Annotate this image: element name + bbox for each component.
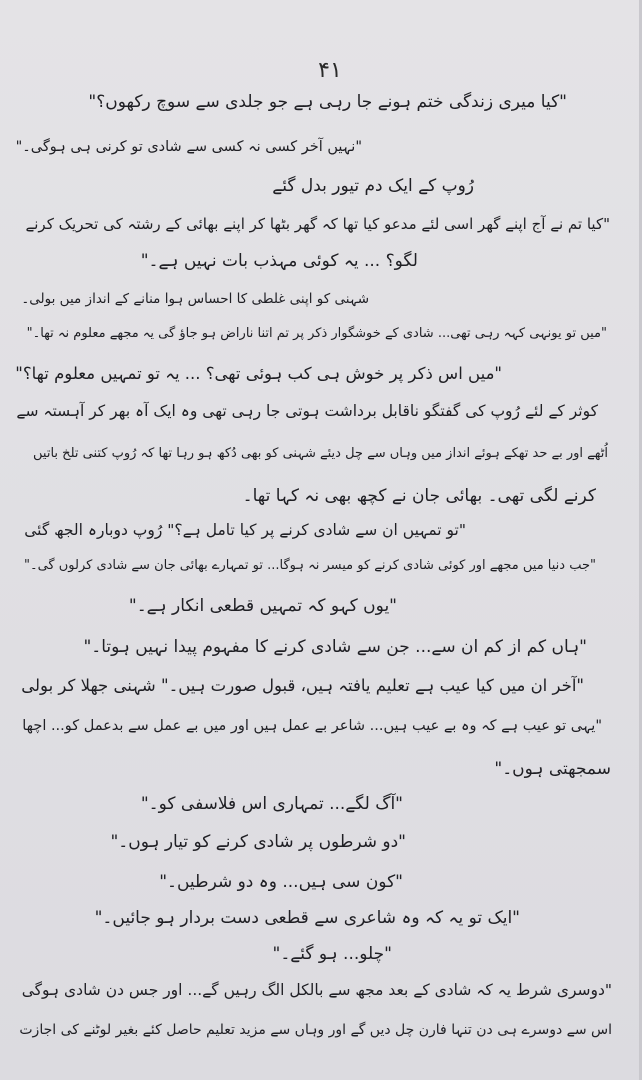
text-line: "کیا تم نے آج اپنے گھر اسی لئے مدعو کیا تھا کہ گھر بٹھا کر اپنے بھائی کے رشتہ کی تحریک کرنے [25,215,610,233]
text-line: "دوسری شرط یہ کہ شادی کے بعد مجھ سے بالکل الگ رہیں گے... اور جس دن شادی ہوگی [21,981,612,999]
text-line: "ایک تو یہ کہ وہ شاعری سے قطعی دست بردار ہو جائیں۔" [94,908,520,928]
text-line: "دو شرطوں پر شادی کرنے کو تیار ہوں۔" [110,832,406,852]
page-number: ۴۱ [318,58,342,83]
text-line: "جب دنیا میں مجھے اور کوئی شادی کرنے کو میسر نہ ہوگا... تو تمہارے بھائی جان سے شادی کرلوں گی۔" [24,558,596,573]
text-line: "کیا میری زندگی ختم ہونے جا رہی ہے جو جلدی سے سوچ رکھوں؟" [88,92,567,112]
text-line: شہنی کو اپنی غلطی کا احساس ہوا منانے کے انداز میں بولی۔ [21,291,369,307]
text-line: "تو تمہیں ان سے شادی کرنے پر کیا تامل ہے؟" رُوپ دوبارہ الجھ گئی [24,521,466,539]
text-line: "ہاں کم از کم ان سے... جن سے شادی کرنے کا مفہوم پیدا نہیں ہوتا۔" [83,637,587,657]
text-line: "آخر ان میں کیا عیب ہے تعلیم یافتہ ہیں، قبول صورت ہیں۔" شہنی جھلا کر بولی [21,676,584,695]
text-line: اُٹھے اور بے حد تھکے ہوئے انداز میں وہاں سے چل دیئے شہنی کو بھی دُکھ ہو رہا تھا کہ رُوپ کتنی تلخ باتیں [33,446,608,461]
text-line: سمجھتی ہوں۔" [494,759,611,779]
text-line: "یہی تو عیب ہے کہ وہ بے عیب ہیں... شاعر بے عمل ہیں اور میں بے عمل سے بدعمل کو... اچھا [22,718,602,734]
text-line: "یوں کہو کہ تمہیں قطعی انکار ہے۔" [128,596,397,616]
text-line: "میں اس ذکر پر خوش ہی کب ہوئی تھی؟ ... یہ تو تمہیں معلوم تھا؟" [15,364,502,383]
text-line: کوثر کے لئے رُوپ کی گفتگو ناقابل برداشت ہوتی جا رہی تھی وہ ایک آہ بھر کر آہستہ سے [16,402,598,420]
text-line: "نہیں آخر کسی نہ کسی سے شادی تو کرنی ہی ہوگی۔" [15,139,362,155]
text-line: اس سے دوسرے ہی دن تنہا فارن چل دیں گے اور وہاں سے مزید تعلیم حاصل کئے بغیر لوٹنے کی اجازت [19,1022,612,1038]
text-line: "میں تو یونہی کہہ رہی تھی... شادی کے خوشگوار ذکر پر تم اتنا ناراض ہو جاؤ گی یہ مجھے معلوم نہ تھا۔" [26,326,607,341]
text-line: "آگ لگے... تمہاری اس فلاسفی کو۔" [140,794,403,814]
text-line: "کون سی ہیں... وہ دو شرطیں۔" [159,872,403,892]
text-line: "چلو... ہو گئے۔" [272,944,392,964]
text-line: کرنے لگی تھی۔ بھائی جان نے کچھ بھی نہ کہا تھا۔ [242,486,596,506]
text-line: لگو؟ ... یہ کوئی مہذب بات نہیں ہے۔" [140,251,418,271]
text-line: رُوپ کے ایک دم تیور بدل گئے [272,176,474,196]
